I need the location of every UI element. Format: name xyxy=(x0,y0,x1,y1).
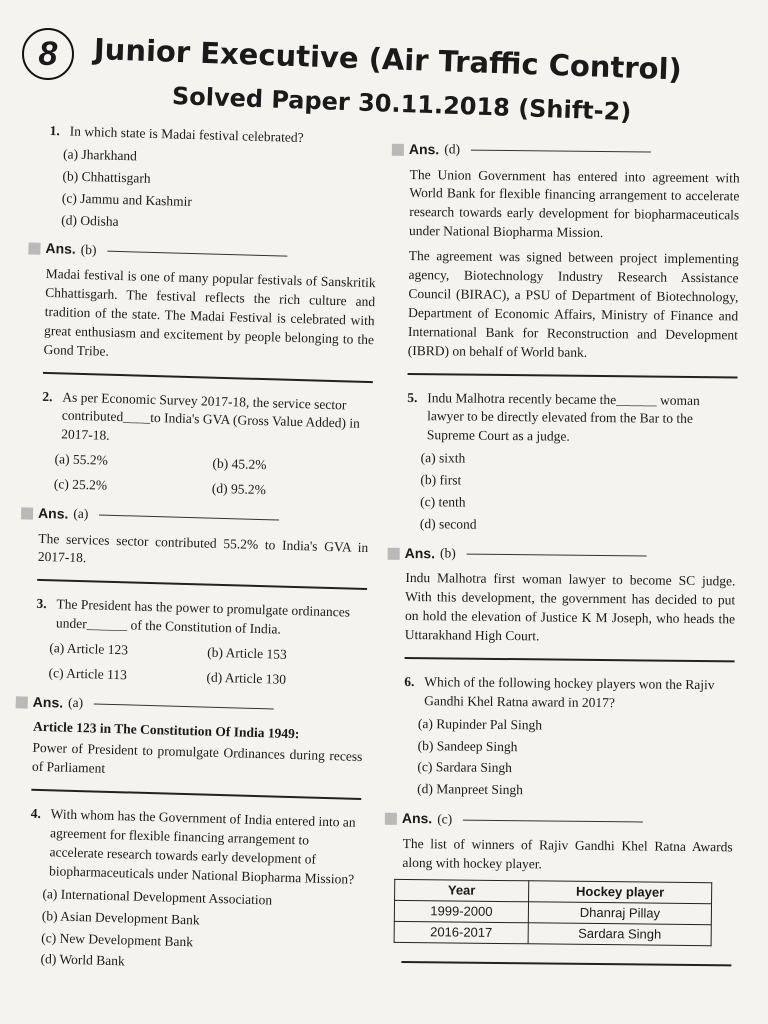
question-1 xyxy=(43,122,380,369)
option: (c) New Development Bank xyxy=(41,929,194,949)
option: (d) second xyxy=(419,515,477,532)
question-text: With whom has the Government of India entered into an agreement for flexible financing arrangement to accelerate research towards early development of biopharmaceuticals under National Biopharma Mission? xyxy=(48,806,356,887)
option: (d) Article 130 xyxy=(206,669,287,687)
divider xyxy=(43,371,373,382)
question-text: Which of the following hockey players won the Rajiv Gandhi Khel Ratna award in 2017? xyxy=(424,674,715,710)
answer-rule xyxy=(467,554,647,557)
question-5 xyxy=(405,388,738,648)
table-cell: Sardara Singh xyxy=(528,923,711,946)
question-text: In which state is Madai festival celebrated? xyxy=(69,123,304,146)
column-header: Year xyxy=(395,879,529,902)
option: (c) Jammu and Kashmir xyxy=(61,190,193,209)
option: (c) tenth xyxy=(420,494,466,510)
option: (a) International Development Association xyxy=(42,885,273,908)
answer-line xyxy=(392,140,740,163)
answer-line xyxy=(385,809,733,832)
question-4-answer xyxy=(408,140,740,364)
option: (b) first xyxy=(420,472,462,488)
option: (b) Sandeep Singh xyxy=(417,737,518,754)
paper-title: Junior Executive (Air Traffic Control) xyxy=(93,32,683,87)
option: (b) Chhattisgarh xyxy=(62,168,151,186)
question-number: 3. xyxy=(36,596,47,612)
options-list xyxy=(417,715,734,803)
question-3 xyxy=(32,595,367,786)
option: (a) Article 123 xyxy=(49,640,129,658)
answer-value: (a) xyxy=(67,694,84,711)
question-text: As per Economic Survey 2017-18, the service sector contributed____to India's GVA (Gross Value Added) in 2017-18. xyxy=(61,388,361,444)
paper-number-badge: 8 xyxy=(22,28,74,80)
explanation: The services sector contributed 55.2% to India's GVA in 2017-18. xyxy=(37,530,369,566)
question-number: 1. xyxy=(49,122,61,139)
answer-value: (d) xyxy=(444,141,461,157)
option: (a) 55.2% xyxy=(54,451,109,468)
answer-value: (a) xyxy=(73,506,89,522)
table-cell: 1999-2000 xyxy=(394,900,528,923)
divider xyxy=(405,657,735,662)
answer-label: Ans. xyxy=(401,810,433,827)
question-6 xyxy=(401,673,734,967)
question-number: 6. xyxy=(404,673,415,689)
option: (b) Asian Development Bank xyxy=(41,907,200,928)
divider xyxy=(401,961,731,966)
left-column xyxy=(26,122,380,984)
divider xyxy=(408,372,738,377)
answer-marker-icon xyxy=(16,696,28,708)
answer-marker-icon xyxy=(28,243,40,255)
explanation: The agreement was signed between project implementing agency, Biotechnology Industry Research Assistance Council (BIRAC), a PSU of Department of Biotechnology, Department of Economic Affairs, Ministry of Finance and International Bank for Reconstruction and Development (IBRD) on behalf of World bank. xyxy=(407,248,739,360)
answer-value: (c) xyxy=(437,810,453,827)
answer-marker-icon xyxy=(385,813,397,825)
question-2 xyxy=(38,387,373,576)
answer-rule xyxy=(99,515,279,521)
option: (d) World Bank xyxy=(40,951,125,969)
options-list xyxy=(40,885,358,978)
answer-line xyxy=(28,239,376,268)
option: (c) Article 113 xyxy=(48,665,128,683)
option: (d) Manpreet Singh xyxy=(417,781,524,798)
table-cell: 2016-2017 xyxy=(394,921,528,944)
question-text: Indu Malhotra recently became the______ woman lawyer to be directly elevated from the Bar to the Supreme Court as a judge. xyxy=(426,389,700,444)
column-header: Hockey player xyxy=(529,880,712,903)
options-list xyxy=(61,145,379,238)
explanation: The Union Government has entered into agreement with World Bank for flexible financing arrangement to accelerate research towards early development for biopharmaceuticals under National Biopharma Mission. xyxy=(408,166,740,241)
table-row xyxy=(394,921,711,946)
explanation: Indu Malhotra first woman lawyer to become SC judge. With this development, the government has decided to put on hold the elevation of Justice K M Joseph, who heads the Uttarakhand High Court. xyxy=(404,570,736,644)
options-list xyxy=(54,450,371,503)
answer-rule xyxy=(463,819,643,822)
answer-label: Ans. xyxy=(404,544,436,562)
answer-label: Ans. xyxy=(32,693,64,711)
explanation: The list of winners of Rajiv Gandhi Khel Ratna Awards along with hockey player. xyxy=(402,835,733,872)
answer-label: Ans. xyxy=(37,504,69,522)
question-4 xyxy=(26,805,360,978)
option: (a) Rupinder Pal Singh xyxy=(417,715,543,733)
answer-rule xyxy=(94,704,274,710)
table-cell: Dhanraj Pillay xyxy=(528,902,711,925)
option: (c) 25.2% xyxy=(53,476,108,493)
option: (c) Sardara Singh xyxy=(417,759,512,776)
option: (d) 95.2% xyxy=(211,480,267,498)
option: (a) Jharkhand xyxy=(62,146,138,164)
answer-marker-icon xyxy=(392,144,404,156)
answer-line xyxy=(21,503,369,532)
options-list xyxy=(420,449,737,537)
answer-line xyxy=(388,544,736,567)
answer-label: Ans. xyxy=(408,140,440,158)
explanation: Madai festival is one of many popular festivals of Sanskritik Chhattisgarh. The festival reflects the rich culture and tradition of the state. The Madai Festival is celebrated with great enthusiasm and excitement by people belonging to the Gond Tribe. xyxy=(43,265,376,359)
option: (b) Article 153 xyxy=(207,644,287,662)
paper-subtitle: Solved Paper 30.11.2018 (Shift-2) xyxy=(171,82,632,127)
answer-label: Ans. xyxy=(45,240,77,258)
right-column xyxy=(401,140,740,981)
answer-marker-icon xyxy=(388,547,400,559)
question-number: 4. xyxy=(30,805,42,822)
answer-marker-icon xyxy=(21,507,33,519)
option: (b) 45.2% xyxy=(212,455,267,473)
explanation: Power of President to promulgate Ordinances during recess of Parliament xyxy=(31,740,363,777)
answer-rule xyxy=(108,250,288,256)
question-text: The President has the power to promulgate ordinances under______ of the Constitution of India. xyxy=(55,596,351,637)
explanation-heading: Article 123 in The Constitution Of India 1949: xyxy=(32,719,300,742)
answer-value: (b) xyxy=(439,545,456,561)
khel-ratna-table xyxy=(394,878,713,946)
options-list xyxy=(48,639,365,692)
answer-rule xyxy=(471,150,651,153)
divider xyxy=(37,579,367,590)
option: (d) Odisha xyxy=(61,211,119,229)
answer-value: (b) xyxy=(80,241,97,258)
header xyxy=(22,22,742,132)
question-number: 2. xyxy=(42,388,53,404)
answer-line xyxy=(16,692,364,721)
divider xyxy=(31,789,361,800)
question-number: 5. xyxy=(407,389,418,405)
option: (a) sixth xyxy=(420,450,466,466)
